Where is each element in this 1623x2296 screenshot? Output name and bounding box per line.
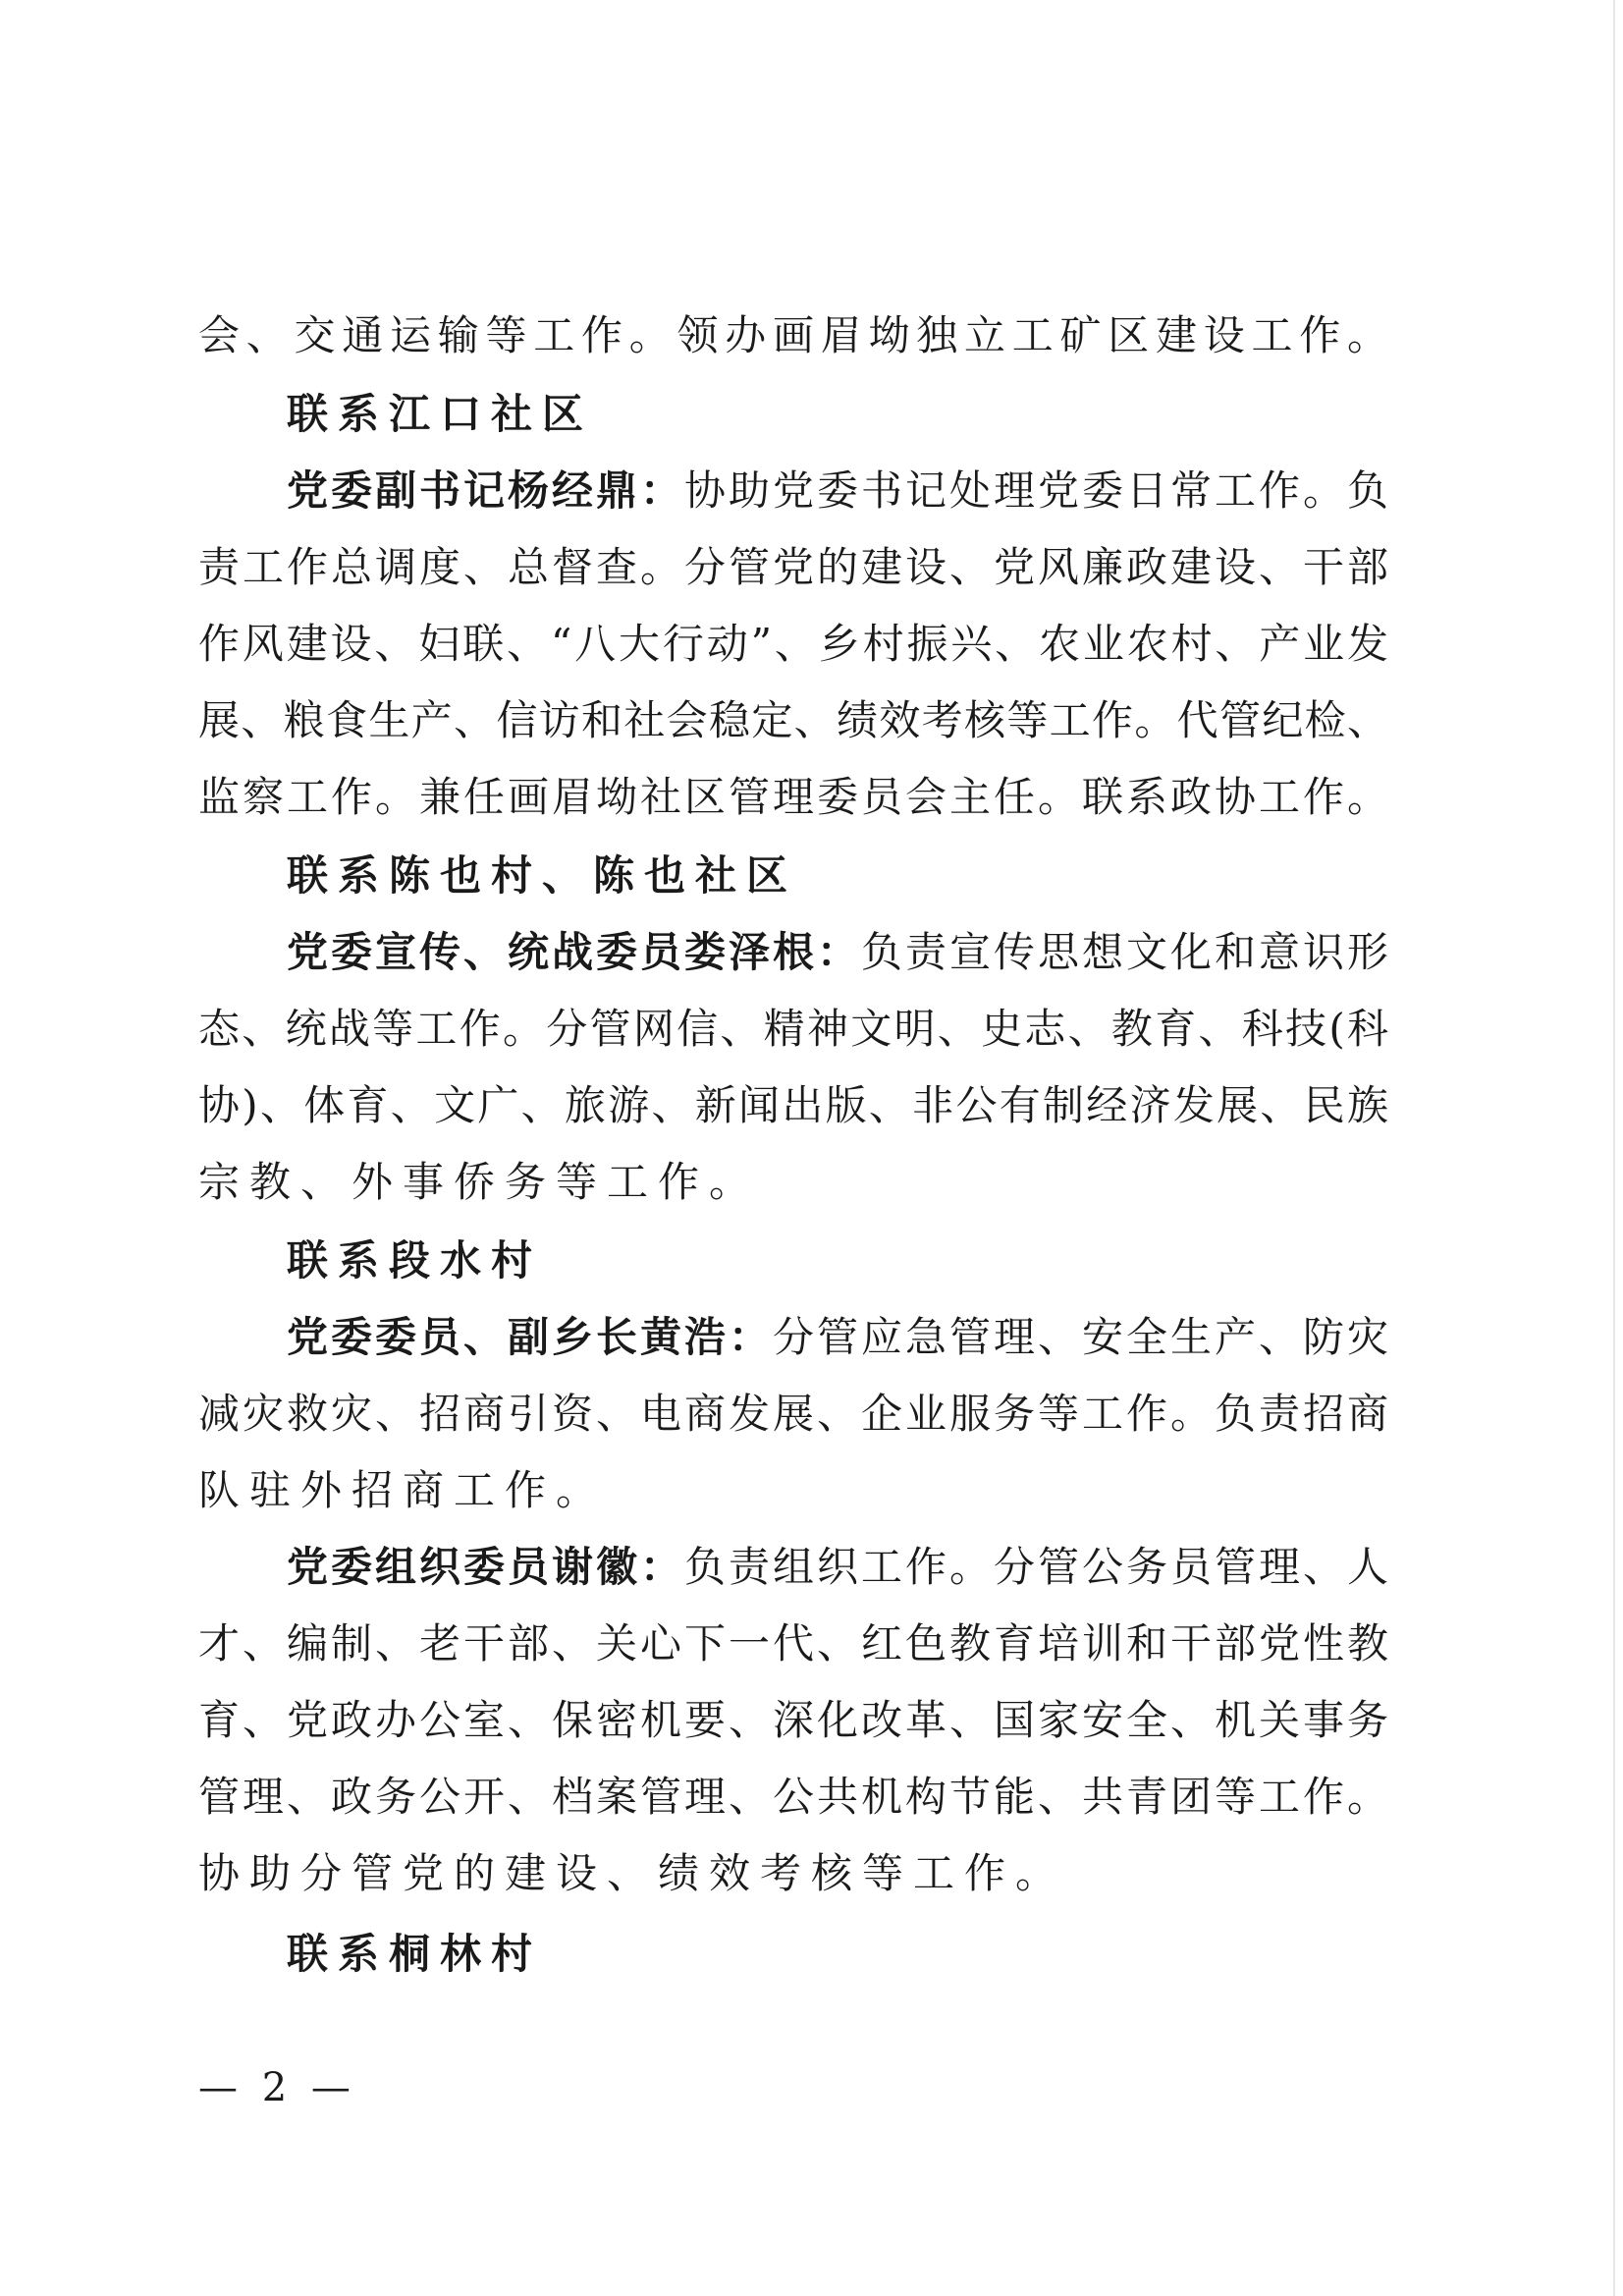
person-title-lead: 党委副书记杨经鼎： (287, 466, 684, 515)
body-line: 管理、政务公开、档案管理、公共机构节能、共青团等工作。 (198, 1773, 1388, 1821)
paragraph-first-line (287, 1538, 1388, 1597)
body-line: 态、统战等工作。分管网信、精神文明、史志、教育、科技(科 (198, 1005, 1388, 1053)
section-heading: 联系段水村 (287, 1236, 543, 1285)
paragraph-text: 负责组织工作。分管公务员管理、人 (684, 1543, 1388, 1591)
paragraph-text: 负责宣传思想文化和意识形 (860, 928, 1388, 976)
body-line: 才、编制、老干部、关心下一代、红色教育培训和干部党性教 (198, 1619, 1388, 1667)
page-number: — 2 — (198, 2065, 356, 2110)
body-line: 会、交通运输等工作。领办画眉坳独立工矿区建设工作。 (198, 311, 1388, 359)
section-heading: 联系江口社区 (287, 390, 594, 438)
body-line: 作风建设、妇联、“八大行动”、乡村振兴、农业农村、产业发 (198, 620, 1388, 668)
person-title-lead: 党委宣传、统战委员娄泽根： (287, 928, 861, 976)
body-line: 协)、体育、文广、旅游、新闻出版、非公有制经济发展、民族 (198, 1081, 1388, 1129)
paragraph-text: 协助党委书记处理党委日常工作。负 (684, 466, 1388, 515)
body-line: 协助分管党的建设、绩效考核等工作。 (198, 1849, 1067, 1897)
body-line: 责工作总调度、总督查。分管党的建设、党风廉政建设、干部 (198, 543, 1388, 591)
paragraph-first-line (287, 462, 1388, 520)
body-line: 监察工作。兼任画眉坳社区管理委员会主任。联系政协工作。 (198, 773, 1388, 821)
person-title-lead: 党委组织委员谢徽： (287, 1543, 684, 1591)
scan-edge-line (1613, 0, 1615, 2296)
section-heading: 联系桐林村 (287, 1930, 543, 1978)
body-line: 育、党政办公室、保密机要、深化改革、国家安全、机关事务 (198, 1696, 1388, 1744)
paragraph-text: 分管应急管理、安全生产、防灾 (773, 1313, 1388, 1361)
paragraph-first-line (287, 923, 1388, 982)
section-heading: 联系陈也村、陈也社区 (287, 851, 798, 900)
body-line: 宗教、外事侨务等工作。 (198, 1158, 761, 1206)
body-line: 减灾救灾、招商引资、电商发展、企业服务等工作。负责招商 (198, 1390, 1388, 1438)
paragraph-first-line (287, 1308, 1388, 1367)
body-line: 展、粮食生产、信访和社会稳定、绩效考核等工作。代管纪检、 (198, 696, 1388, 744)
body-line: 队驻外招商工作。 (198, 1466, 608, 1514)
person-title-lead: 党委委员、副乡长黄浩： (287, 1313, 773, 1361)
